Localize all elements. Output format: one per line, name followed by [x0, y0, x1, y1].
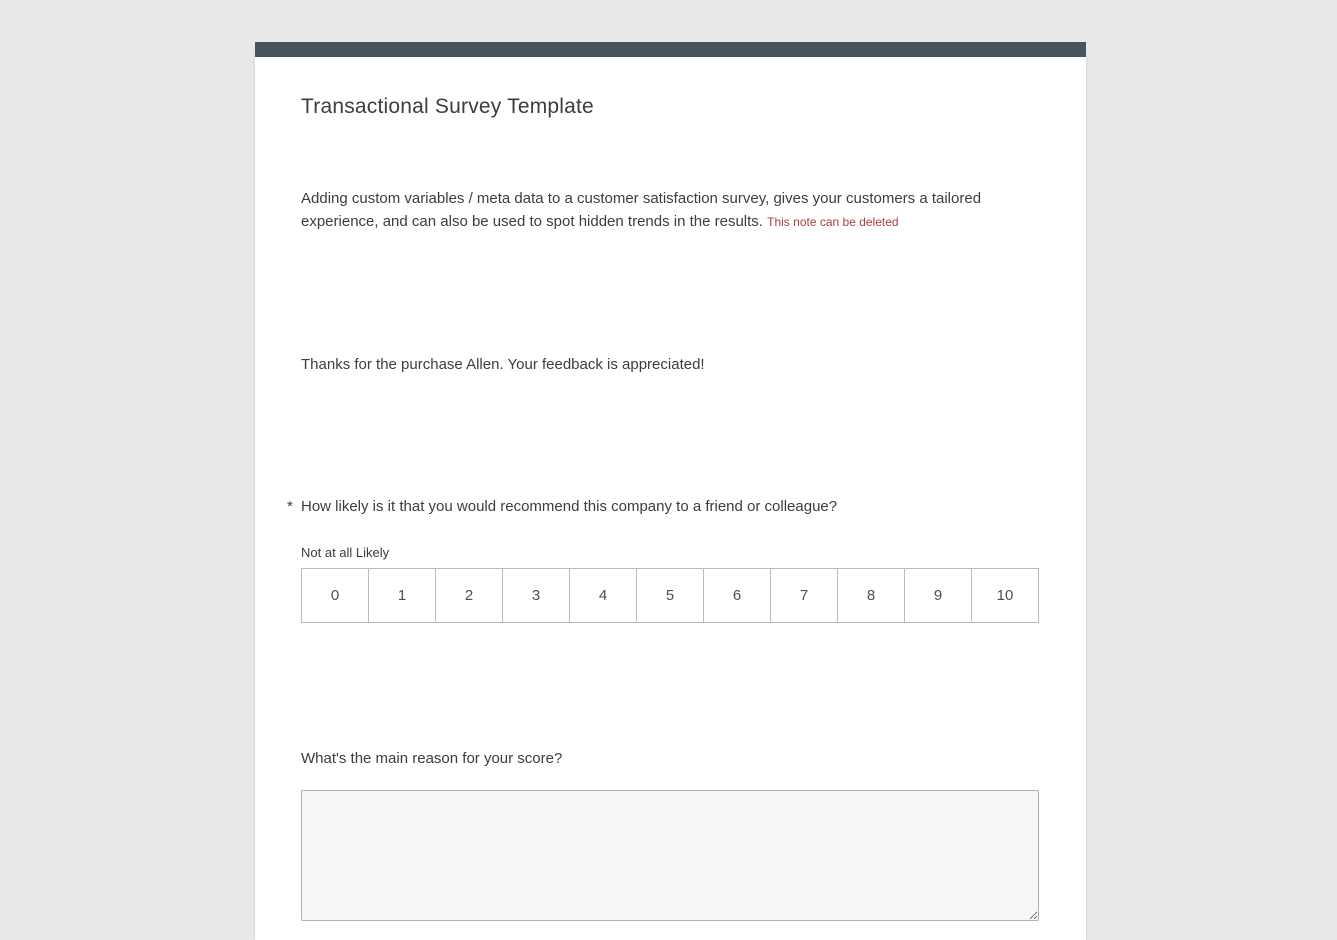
nps-scale-caption: Not at all Likely: [301, 545, 390, 560]
nps-question-text: How likely is it that you would recommend this company to a friend or colleague?: [301, 498, 838, 515]
nps-question-label: [287, 495, 1039, 518]
nps-question: [287, 495, 1039, 623]
reason-textarea[interactable]: [301, 790, 1039, 921]
intro-text: Adding custom variables / meta data to a customer satisfaction survey, gives your customers a tailored experience, and can also be used to spot hidden trends in the results.: [301, 190, 982, 230]
nps-option-10[interactable]: 10: [971, 568, 1039, 623]
survey-title: Transactional Survey Template: [301, 95, 594, 118]
nps-option-6[interactable]: 6: [703, 568, 771, 623]
nps-option-3[interactable]: 3: [502, 568, 570, 623]
nps-option-7[interactable]: 7: [770, 568, 838, 623]
survey-card: [255, 42, 1086, 940]
nps-option-2[interactable]: 2: [435, 568, 503, 623]
survey-body: [255, 57, 1086, 940]
nps-option-4[interactable]: 4: [569, 568, 637, 623]
reason-question: [301, 747, 1039, 921]
intro-paragraph: [301, 187, 1039, 234]
reason-question-label: What's the main reason for your score?: [301, 750, 563, 767]
nps-option-8[interactable]: 8: [837, 568, 905, 623]
survey-accent-bar: [255, 42, 1086, 57]
intro-note: This note can be deleted: [767, 215, 899, 229]
nps-option-5[interactable]: 5: [636, 568, 704, 623]
nps-option-9[interactable]: 9: [904, 568, 972, 623]
greeting-text: Thanks for the purchase Allen. Your feedback is appreciated!: [301, 356, 705, 373]
nps-option-0[interactable]: 0: [301, 568, 369, 623]
nps-option-1[interactable]: 1: [368, 568, 436, 623]
required-asterisk: *: [287, 498, 293, 515]
nps-scale: [301, 568, 1039, 623]
